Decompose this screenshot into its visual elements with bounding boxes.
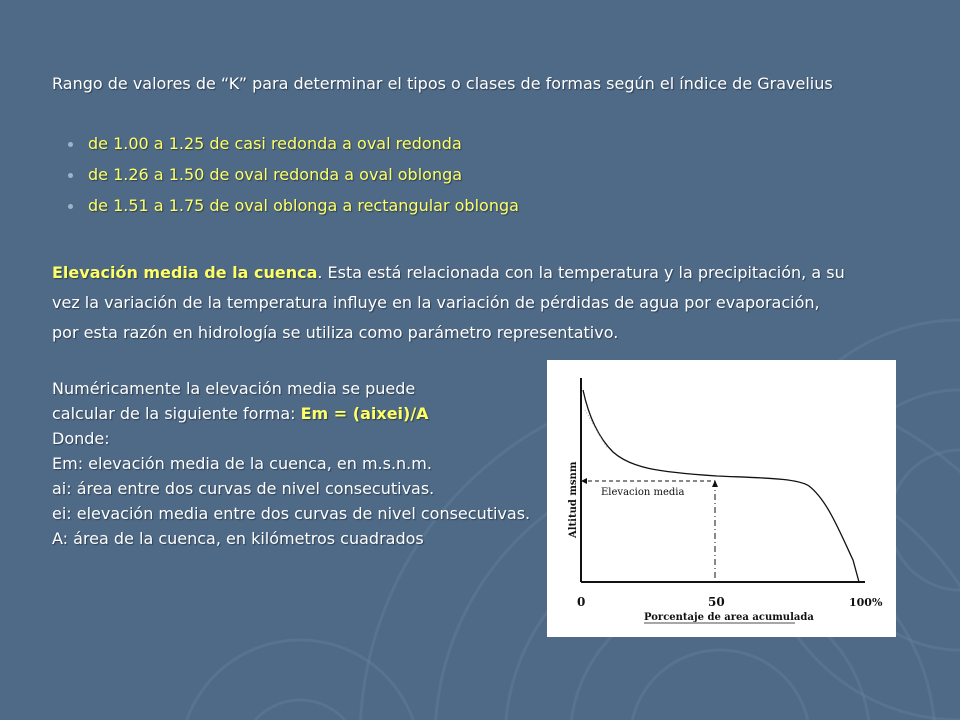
dotted-guide (585, 410, 607, 448)
bullet-icon (68, 173, 73, 178)
bullet-icon (68, 204, 73, 209)
tick-0: 0 (577, 595, 586, 609)
hypsometric-curve-image (547, 360, 896, 637)
list-item: de 1.00 a 1.25 de casi redonda a oval redonda (68, 134, 519, 154)
formula-section: Numéricamente la elevación media se puede calcular de la siguiente forma: Em = (aixei)/A Donde: Em: elevación media de la cuenca, en m.s.n.m. ai: área entre dos curvas de nivel consecutivas. ei: elevación media entre dos curvas de nivel consecutivas. A: área de la cuenca, en kilómetros cuadrados (52, 379, 531, 548)
term-highlight: Elevación media de la cuenca (52, 263, 318, 282)
intro-text: Rango de valores de “K” para determinar el tipos o clases de formas según el índice de Gravelius (52, 74, 833, 93)
elevation-paragraph: Elevación media de la cuenca. Esta está relacionada con la temperatura y la precipitación, a su vez la variación de la temperatura influye en la variación de pérdidas de agua por evaporación, por esta razón en hidrología se utiliza como parámetro representativo. (52, 263, 845, 342)
tick-50: 50 (708, 595, 725, 609)
annotation-label: Elevacion media (601, 487, 685, 498)
arrow-marker (712, 480, 718, 487)
formula-highlight: Em = (aixei)/A (300, 404, 429, 423)
tick-100: 100% (849, 596, 883, 609)
x-axis-label: Porcentaje de area acumulada (644, 612, 814, 623)
hypsometric-curve (583, 390, 859, 582)
bullet-icon (68, 142, 73, 147)
y-axis-label: Altitud msnm (568, 461, 579, 538)
gravelius-range-list (68, 134, 519, 227)
list-item: de 1.26 a 1.50 de oval redonda a oval oblonga (68, 165, 519, 185)
hypsometric-curve-figure (547, 360, 896, 637)
list-item: de 1.51 a 1.75 de oval oblonga a rectangular oblonga (68, 196, 519, 216)
